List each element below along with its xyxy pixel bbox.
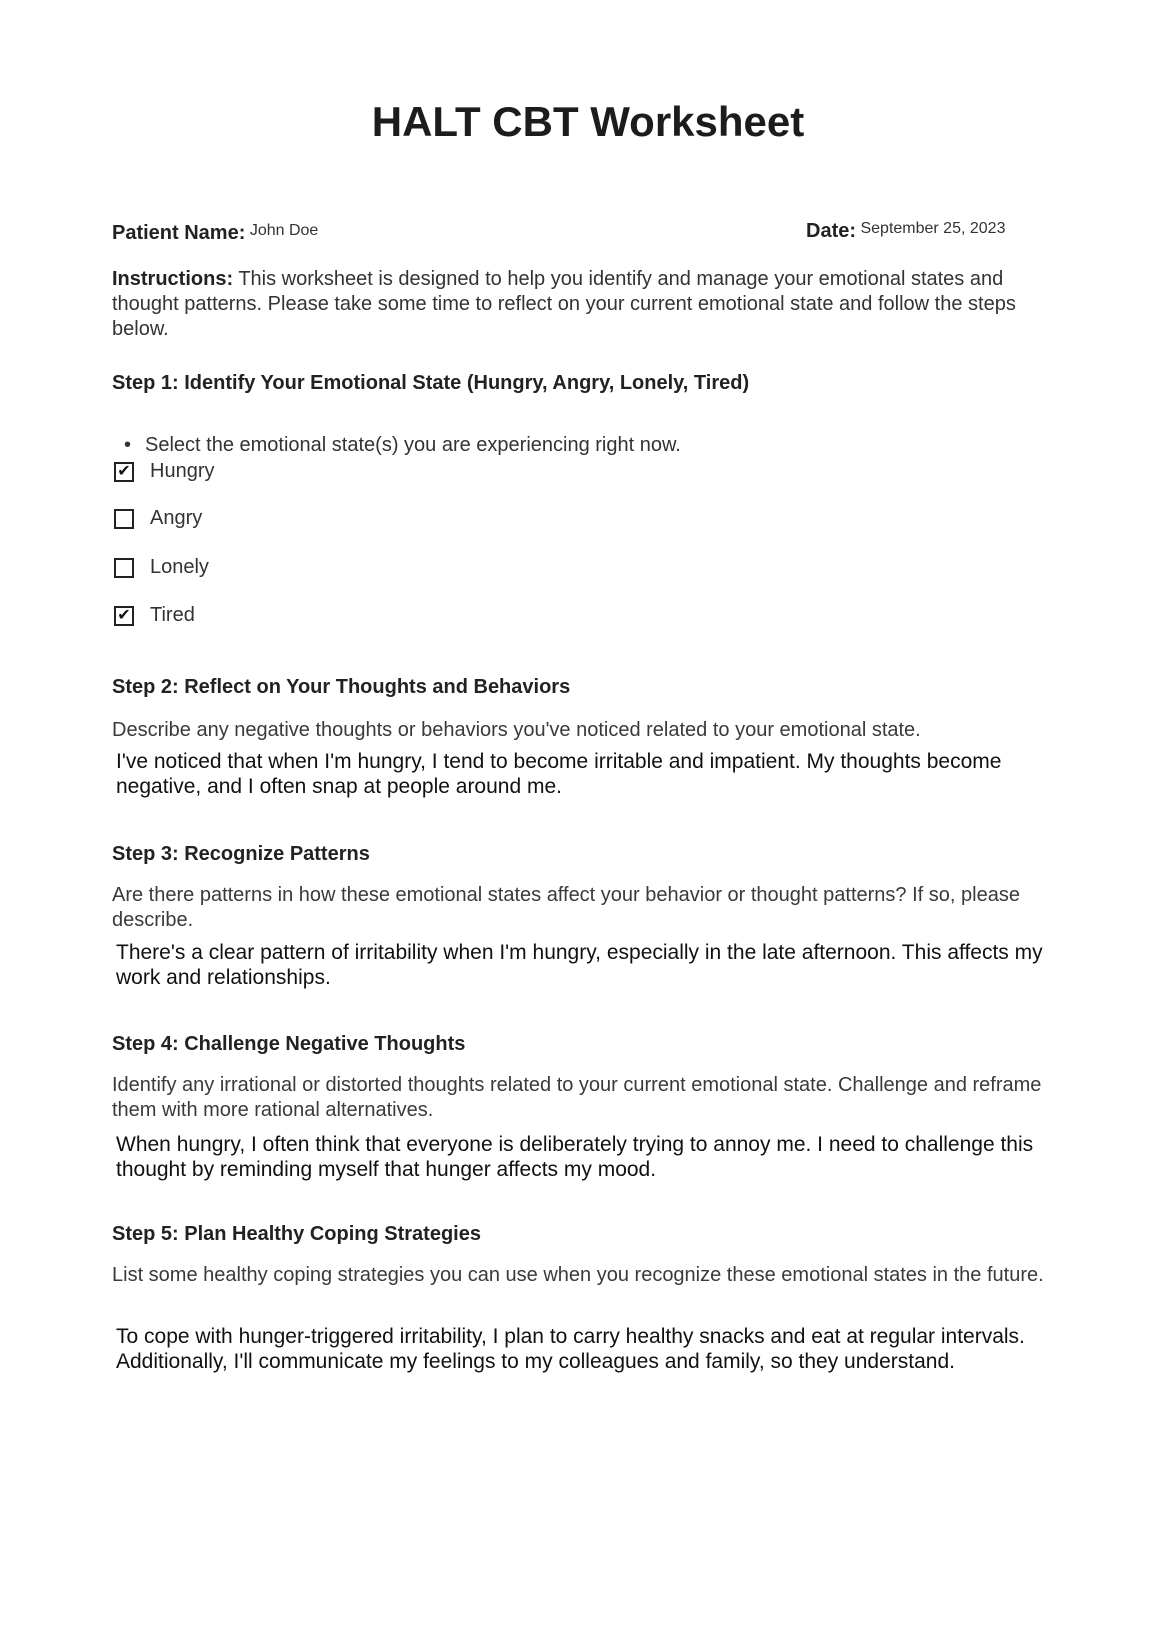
- step-5-title: Step 5: Plan Healthy Coping Strategies: [112, 1223, 481, 1245]
- checkbox-label: Hungry: [150, 460, 215, 482]
- patient-name-field: [112, 222, 318, 245]
- step-4-prompt: Identify any irrational or distorted thoughts related to your current emotional state. Challenge and reframe them with more rational alternatives.: [112, 1074, 1042, 1121]
- patient-name-label: Patient Name:: [112, 222, 246, 244]
- step-3-answer[interactable]: There's a clear pattern of irritability when I'm hungry, especially in the late afternoon. This affects my work and relationships.: [116, 941, 1043, 989]
- step-1-bullet: • Select the emotional state(s) you are experiencing right now.: [124, 434, 681, 457]
- date-label: Date:: [806, 220, 857, 242]
- step-1-title: Step 1: Identify Your Emotional State (Hungry, Angry, Lonely, Tired): [112, 372, 750, 394]
- step-2-answer[interactable]: I've noticed that when I'm hungry, I tend to become irritable and impatient. My thoughts become negative, and I often snap at people around me.: [116, 750, 1002, 798]
- step-5-prompt: List some healthy coping strategies you can use when you recognize these emotional states in the future.: [112, 1264, 1044, 1286]
- step-2-prompt: Describe any negative thoughts or behaviors you've noticed related to your emotional state.: [112, 719, 921, 741]
- checkbox-empty-icon[interactable]: [114, 558, 134, 578]
- worksheet-title: HALT CBT Worksheet: [371, 98, 805, 145]
- checkbox-lonely[interactable]: [114, 556, 209, 579]
- step-5-answer[interactable]: To cope with hunger-triggered irritability, I plan to carry healthy snacks and eat at regular intervals. Additionally, I'll communicate my feelings to my colleagues and family, so they understand.: [116, 1325, 1025, 1373]
- checkbox-hungry[interactable]: [114, 460, 214, 483]
- date-field: [806, 220, 1005, 243]
- date-value[interactable]: September 25, 2023: [860, 220, 1006, 237]
- patient-name-value[interactable]: John Doe: [249, 222, 319, 239]
- step-2-title: Step 2: Reflect on Your Thoughts and Behaviors: [112, 676, 571, 698]
- checkbox-empty-icon[interactable]: [114, 509, 134, 529]
- checkbox-angry[interactable]: [114, 507, 202, 530]
- checkbox-tired[interactable]: [114, 604, 195, 627]
- step-4-answer[interactable]: When hungry, I often think that everyone is deliberately trying to annoy me. I need to challenge this thought by reminding myself that hunger affects my mood.: [116, 1133, 1034, 1181]
- checkbox-label: Tired: [150, 604, 195, 626]
- checkbox-checked-icon[interactable]: ✔: [114, 462, 134, 482]
- instructions: [112, 267, 1052, 342]
- step-4-title: Step 4: Challenge Negative Thoughts: [112, 1033, 466, 1055]
- instructions-label: Instructions:: [112, 268, 234, 290]
- checkbox-label: Angry: [150, 507, 203, 529]
- checkbox-label: Lonely: [150, 556, 209, 578]
- instructions-text: This worksheet is designed to help you identify and manage your emotional states and thought patterns. Please take some time to reflect on your current emotional state and follow the steps below.: [112, 268, 1016, 340]
- step-3-title: Step 3: Recognize Patterns: [112, 843, 370, 865]
- checkbox-checked-icon[interactable]: ✔: [114, 606, 134, 626]
- step-3-prompt: Are there patterns in how these emotional states affect your behavior or thought patterns? If so, please describe.: [112, 884, 1020, 931]
